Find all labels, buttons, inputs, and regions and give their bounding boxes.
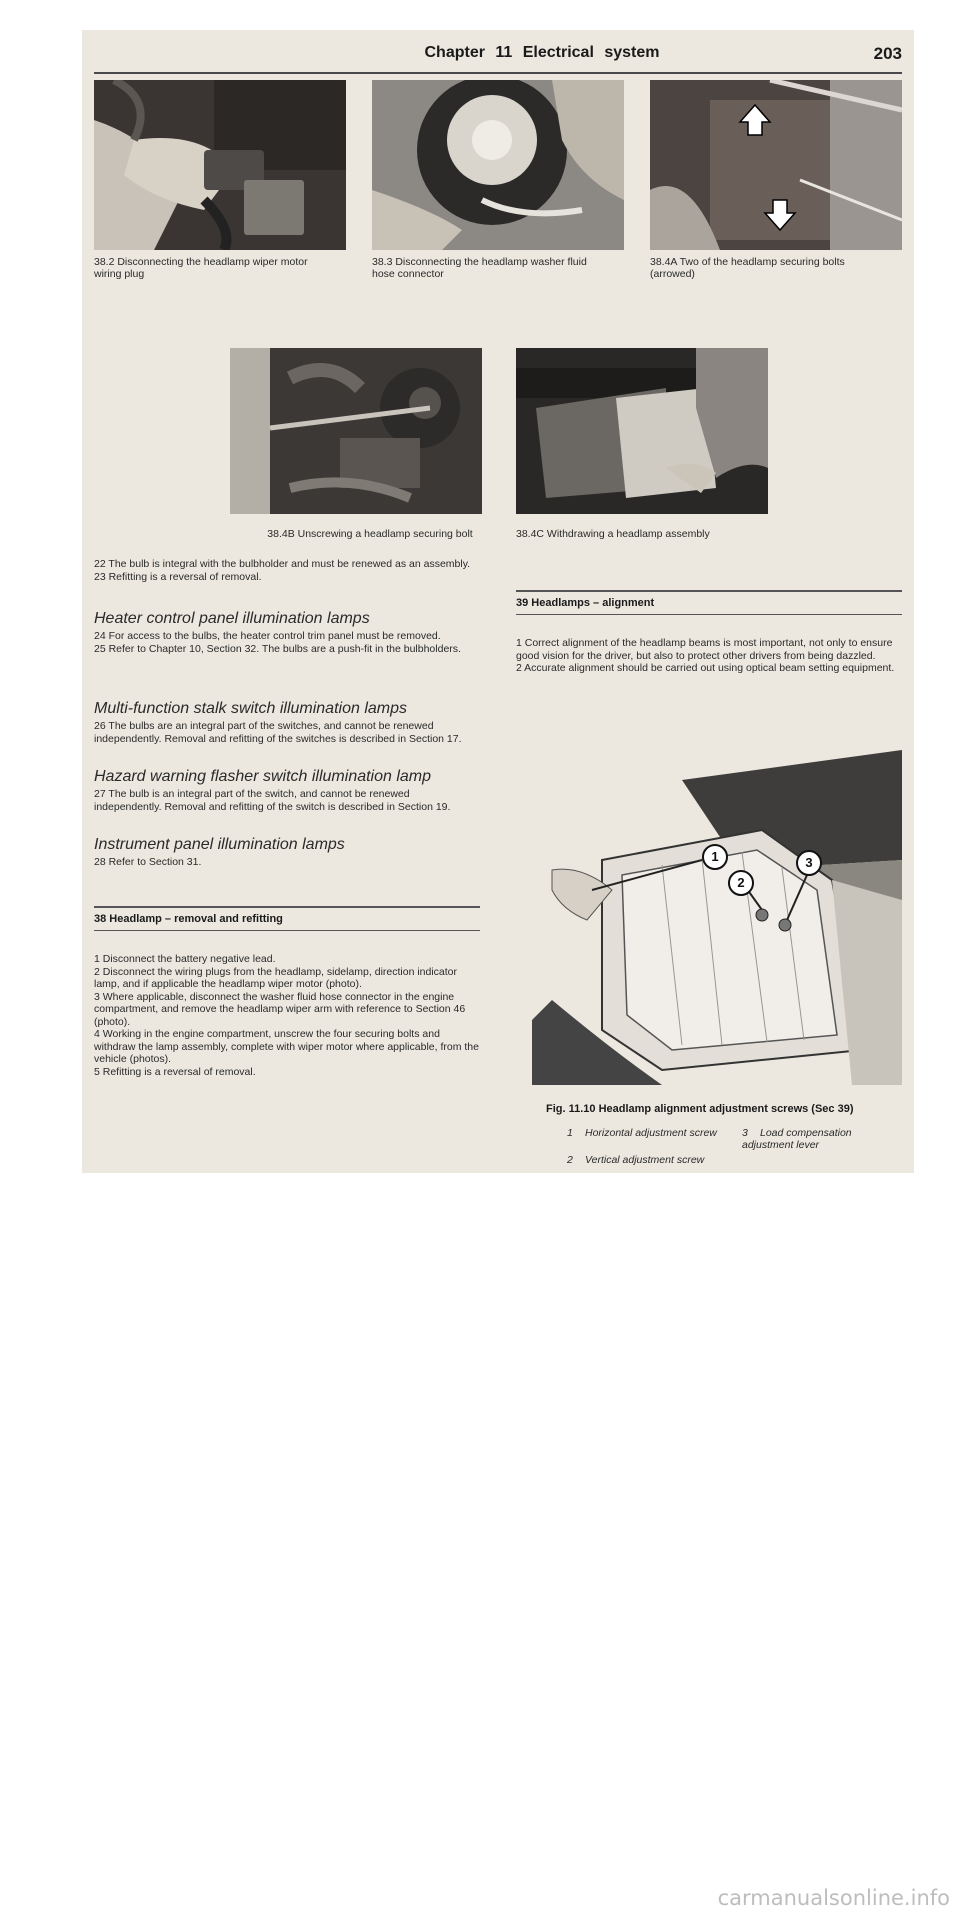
section-38-title: 38 Headlamp – removal and refitting <box>94 912 283 925</box>
heading-heater-control: Heater control panel illumination lamps <box>94 610 370 627</box>
callout-2: 2 <box>728 870 754 896</box>
left-text-block-1 <box>94 558 480 583</box>
section-39-title: 39 Headlamps – alignment <box>516 596 655 609</box>
photo-38-4b <box>230 348 482 514</box>
section-38-header <box>94 906 480 931</box>
photo-38-4a <box>650 80 902 250</box>
para-24: 24 For access to the bulbs, the heater control trim panel must be removed. <box>94 630 441 642</box>
left-text-block-3 <box>94 720 480 745</box>
legend-item-2 <box>567 1154 737 1166</box>
section-39-bottom-rule <box>516 614 902 616</box>
para-28: 28 Refer to Section 31. <box>94 856 202 868</box>
legend-item-3 <box>742 1127 892 1151</box>
legend-num-2: 2 <box>567 1154 573 1166</box>
section-39-header <box>516 590 902 615</box>
section-39-body <box>516 637 902 675</box>
s38-step-4: 4 Working in the engine compartment, unscrew the four securing bolts and withdraw the lamp assembly, complete with wiper motor where applicable, from the vehicle (photos). <box>94 1028 479 1065</box>
section-38-bottom-rule <box>94 930 480 932</box>
para-23: 23 Refitting is a reversal of removal. <box>94 570 262 583</box>
heading-hazard: Hazard warning flasher switch illumination lamp <box>94 768 432 785</box>
left-text-block-2 <box>94 630 480 655</box>
scanned-page <box>82 30 914 1173</box>
s38-step-1: 1 Disconnect the battery negative lead. <box>94 953 276 965</box>
left-text-block-4 <box>94 788 480 813</box>
header-rule <box>94 72 902 74</box>
s38-step-5: 5 Refitting is a reversal of removal. <box>94 1065 256 1078</box>
para-27: 27 The bulb is an integral part of the switch, and cannot be renewed independently. Removal and refitting of the switch is described in Section 19. <box>94 788 451 813</box>
photo-38-2 <box>94 80 346 250</box>
legend-text-2: Vertical adjustment screw <box>585 1154 705 1166</box>
photo-38-3 <box>372 80 624 250</box>
figure-11-10-illustration <box>532 750 902 1085</box>
left-text-block-5 <box>94 856 480 869</box>
s38-step-2: 2 Disconnect the wiring plugs from the headlamp, sidelamp, direction indicator lamp, and if applicable the headlamp wiper motor (photo). <box>94 965 458 990</box>
photo-38-4c <box>516 348 768 514</box>
heading-instrument: Instrument panel illumination lamps <box>94 836 345 853</box>
legend-text-1: Horizontal adjustment screw <box>585 1127 717 1139</box>
figure-caption: Fig. 11.10 Headlamp alignment adjustment screws (Sec 39) <box>546 1103 854 1115</box>
s38-step-3: 3 Where applicable, disconnect the washer fluid hose connector in the engine compartment, and remove the headlamp wiper arm with reference to Section 46 (photo). <box>94 990 466 1028</box>
s39-step-1: 1 Correct alignment of the headlamp beams is most important, not only to ensure good vision for the driver, but also to protect other drivers from being dazzled. <box>516 637 893 662</box>
chapter-title: Chapter 11 Electrical system <box>424 44 660 61</box>
para-26: 26 The bulbs are an integral part of the switches, and cannot be renewed independently. Removal and refitting of the switches is described in Section 17. <box>94 720 462 745</box>
s39-step-2: 2 Accurate alignment should be carried out using optical beam setting equipment. <box>516 662 895 674</box>
photo-38-2-caption: 38.2 Disconnecting the headlamp wiper motor wiring plug <box>94 256 308 280</box>
watermark: carmanualsonline.info <box>717 1886 950 1910</box>
para-25: 25 Refer to Chapter 10, Section 32. The bulbs are a push-fit in the bulbholders. <box>94 642 461 655</box>
legend-item-1 <box>567 1127 717 1139</box>
photo-38-3-caption: 38.3 Disconnecting the headlamp washer fluid hose connector <box>372 256 587 280</box>
photo-38-4a-caption: 38.4A Two of the headlamp securing bolts (arrowed) <box>650 256 845 280</box>
heading-multi-function: Multi-function stalk switch illumination lamps <box>94 700 407 717</box>
callout-3: 3 <box>796 850 822 876</box>
callout-1: 1 <box>702 844 728 870</box>
photo-38-4c-caption: 38.4C Withdrawing a headlamp assembly <box>516 528 710 540</box>
legend-text-3: Load compensation adjustment lever <box>742 1127 852 1151</box>
legend-num-1: 1 <box>567 1127 573 1139</box>
page-number: 203 <box>873 44 902 63</box>
para-22: 22 The bulb is integral with the bulbholder and must be renewed as an assembly. <box>94 558 471 570</box>
section-38-body <box>94 953 480 1078</box>
photo-38-4b-caption: 38.4B Unscrewing a headlamp securing bolt <box>267 528 473 540</box>
legend-num-3: 3 <box>742 1127 748 1139</box>
